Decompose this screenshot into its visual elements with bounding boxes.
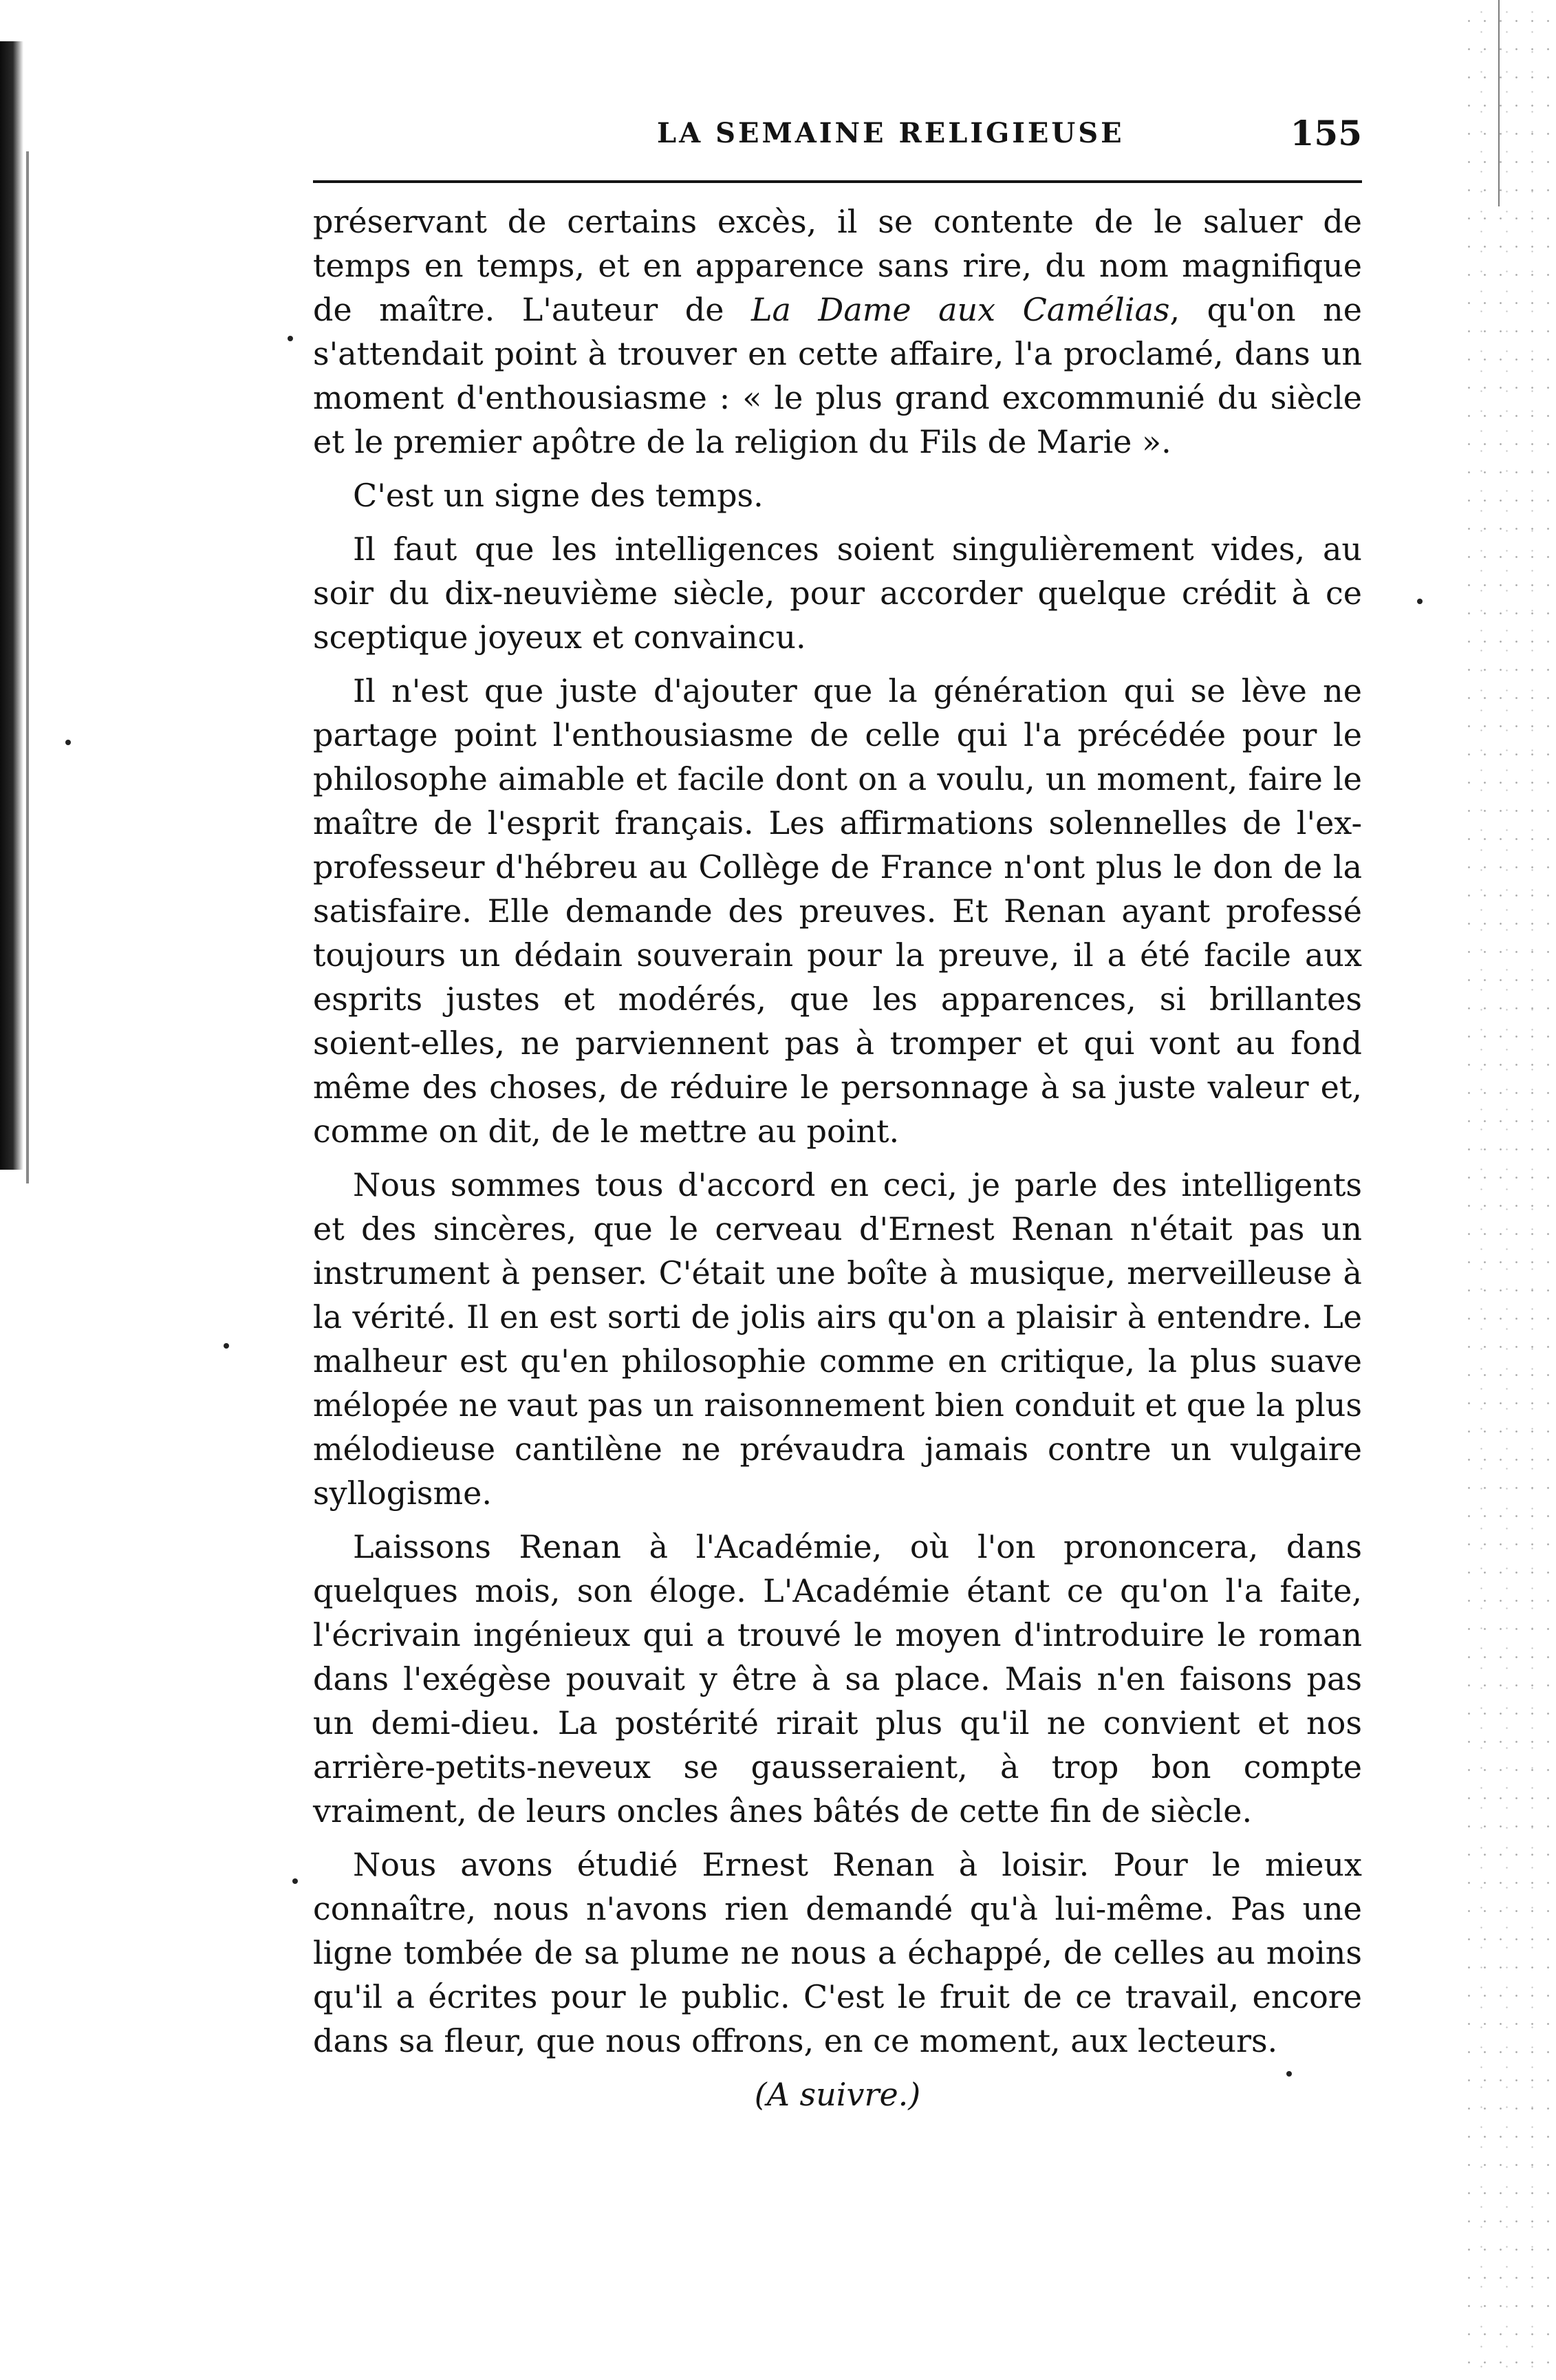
paragraph-5: Nous sommes tous d'accord en ceci, je parle des intelligents et des sincères, que le cerveau d'Ernest Renan n'était pas un instrument à penser. C'était une boîte à musique, merveilleuse à la vérité. Il en est sorti de jolis airs qu'on a plaisir à entendre. Le malheur est qu'en philosophie comme en critique, la plus suave mélopée ne vaut pas un raisonnement bien conduit et que la plus mélodieuse cantilène ne prévaudra jamais contre un vulgaire syllogisme. (313, 1166, 1362, 1512)
ink-speck (292, 1878, 298, 1884)
paragraph-1 (313, 200, 1362, 464)
paragraph-1-part-3: , qu'on ne s'attendait point à trouver en cette affaire, l'a proclamé, dans un moment d'enthousiasme : « le plus grand excommunié du siècle et le premier apôtre de la religion du Fils de Marie ». (313, 291, 1362, 460)
ink-speck (65, 740, 71, 745)
paragraph-3: Il faut que les intelligences soient singulièrement vides, au soir du dix-neuvième siècle, pour accorder quelque crédit à ce sceptique joyeux et convaincu. (313, 530, 1362, 656)
ink-speck (224, 1343, 229, 1349)
paragraph-4: Il n'est que juste d'ajouter que la génération qui se lève ne partage point l'enthousiasme de celle qui l'a précédée pour le philosophe aimable et facile dont on a voulu, un moment, faire le maître de l'esprit français. Les affirmations solennelles de l'ex-professeur d'hébreu au Collège de France n'ont plus le don de la satisfaire. Elle demande des preuves. Et Renan ayant professé toujours un dédain souverain pour la preuve, il a été facile aux esprits justes et modérés, que les apparences, si brillantes soient-elles, ne parviennent pas à tromper et qui vont au fond même des choses, de réduire le personnage à sa juste valeur et, comme on dit, de le mettre au point. (313, 672, 1362, 1150)
to-be-continued: (A suivre.) (754, 2076, 921, 2113)
running-head: LA SEMAINE RELIGIEUSE (657, 117, 1125, 149)
header-rule (313, 180, 1362, 183)
page-number: 155 (1290, 113, 1362, 153)
ink-speck (288, 336, 293, 341)
binding-shadow (0, 41, 23, 1170)
paragraph-2: C'est un signe des temps. (353, 477, 764, 514)
page-edge-line (1498, 0, 1500, 206)
ink-speck (1417, 599, 1423, 604)
page-header (313, 113, 1362, 158)
book-title: La Dame aux Camélias (750, 291, 1170, 328)
article-body (313, 200, 1362, 2126)
ink-speck (1286, 2071, 1292, 2077)
paragraph-7: Nous avons étudié Ernest Renan à loisir. Pour le mieux connaître, nous n'avons rien demandé qu'à lui-même. Pas une ligne tombée de sa plume ne nous a échappé, de celles au moins qu'il a écrites pour le public. C'est le fruit de ce travail, encore dans sa fleur, que nous offrons, en ce moment, aux lecteurs. (313, 1846, 1362, 2059)
paragraph-6: Laissons Renan à l'Académie, où l'on prononcera, dans quelques mois, son éloge. L'Académie étant ce qu'on l'a faite, l'écrivain ingénieux qui a trouvé le moyen d'introduire le roman dans l'exégèse pouvait y être à sa place. Mais n'en faisons pas un demi-dieu. La postérité rirait plus qu'il ne convient et nos arrière-petits-neveux se gausseraient, à trop bon compte vraiment, de leurs oncles ânes bâtés de cette fin de siècle. (313, 1528, 1362, 1830)
paragraph-1-part-1: préservant de certains excès, il se contente de le saluer de temps en temps, et en apparence sans rire, du nom magnifique de maître. L'auteur de (313, 203, 1362, 328)
page-edge-speckle (1458, 0, 1555, 2380)
binding-line (26, 151, 29, 1183)
